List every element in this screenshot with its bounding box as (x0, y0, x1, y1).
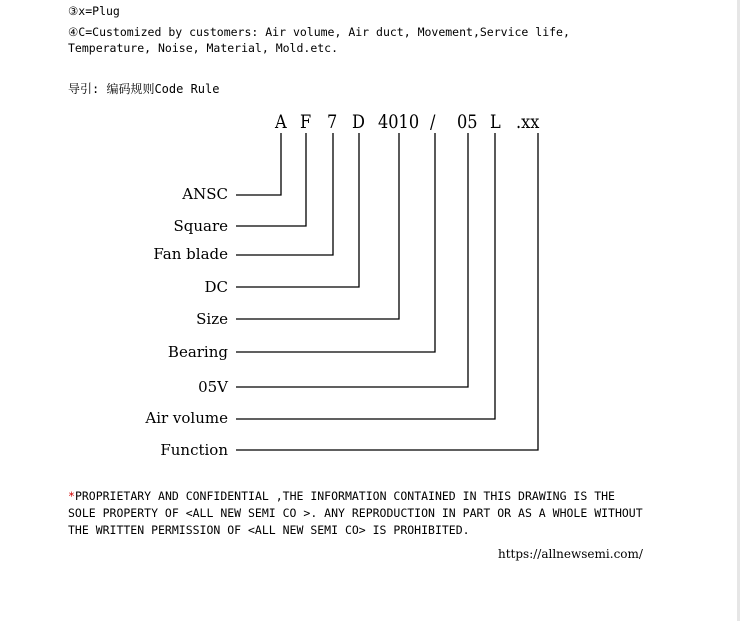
custom-note-line2: Temperature, Noise, Material, Mold.etc. (68, 41, 339, 55)
label-square: Square (173, 217, 228, 235)
code-char-xx: .xx (516, 111, 540, 133)
connector-square (236, 133, 306, 226)
code-rule-title: 导引: 编码规则Code Rule (68, 82, 220, 96)
code-char-size: 4010 (378, 111, 420, 133)
code-char-d: D (352, 111, 365, 133)
label-size: Size (196, 310, 228, 328)
code-char-f: F (300, 111, 312, 133)
code-char-l: L (490, 111, 501, 133)
code-char-05: 05 (457, 111, 478, 133)
connector-fan-blade (236, 133, 333, 255)
website-link[interactable]: https://allnewsemi.com/ (498, 547, 643, 561)
confidential-line2: SOLE PROPERTY OF <ALL NEW SEMI CO >. ANY REPRODUCTION IN PART OR AS A WHOLE WITHOUT (68, 506, 643, 520)
confidential-line1: *PROPRIETARY AND CONFIDENTIAL ,THE INFORMATION CONTAINED IN THIS DRAWING IS THE (68, 489, 615, 503)
label-05v: 05V (198, 378, 228, 396)
label-function: Function (160, 441, 228, 459)
label-ansc: ANSC (182, 185, 228, 203)
connector-ansc (236, 133, 281, 195)
code-char-a: A (275, 111, 287, 133)
label-air-volume: Air volume (145, 409, 228, 427)
connector-air-volume (236, 133, 495, 419)
code-char-7: 7 (327, 111, 338, 133)
label-dc: DC (204, 278, 228, 296)
label-bearing: Bearing (167, 343, 228, 361)
code-char-slash: / (430, 111, 436, 133)
confidential-line3: THE WRITTEN PERMISSION OF <ALL NEW SEMI CO> IS PROHIBITED. (68, 523, 470, 537)
connector-dc (236, 133, 359, 287)
connector-05v (236, 133, 468, 387)
custom-note-line1: ④C=Customized by customers: Air volume, Air duct, Movement,Service life, (68, 25, 570, 39)
red-asterisk: * (68, 489, 75, 503)
plug-note: ③x=Plug (68, 4, 120, 18)
label-fan-blade: Fan blade (153, 245, 228, 263)
